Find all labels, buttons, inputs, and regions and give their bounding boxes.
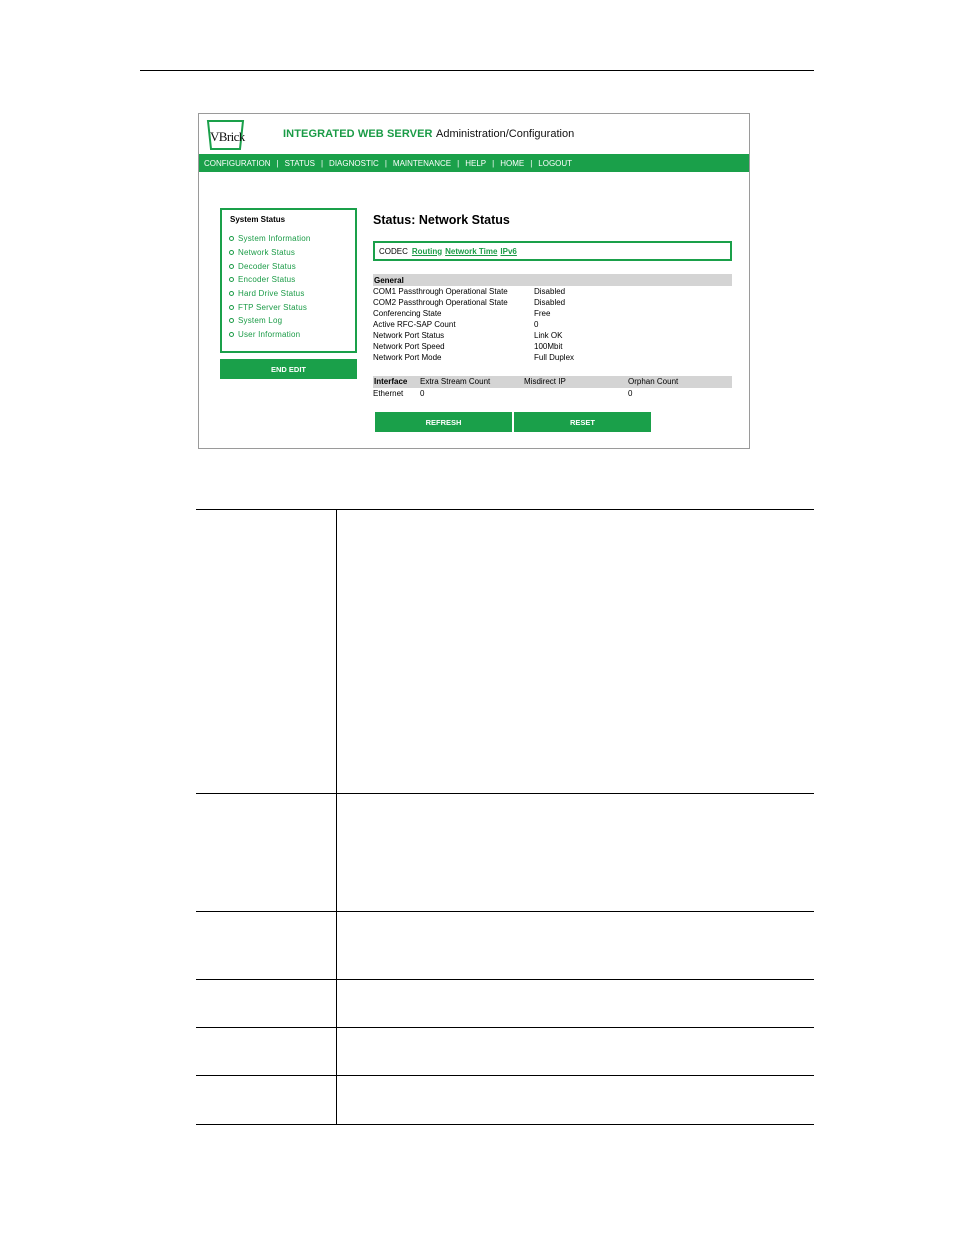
column-header-orphan-count: Orphan Count: [628, 377, 679, 386]
sidebar-list: [229, 232, 311, 342]
sidebar-item-network-status[interactable]: [229, 246, 311, 260]
interface-table-header: [373, 376, 732, 388]
sidebar-item-label: System Information: [238, 234, 311, 244]
bullet-icon: [229, 236, 234, 241]
sidebar-item-hard-drive-status[interactable]: [229, 287, 311, 301]
sidebar-item-label: User Information: [238, 330, 301, 340]
table-rule: [196, 979, 814, 980]
subnav-link-network-time[interactable]: Network Time: [445, 246, 498, 256]
sidebar-item-user-information[interactable]: [229, 328, 311, 342]
sidebar-item-decoder-status[interactable]: [229, 259, 311, 273]
sidebar-item-label: Network Status: [238, 248, 296, 258]
app-subtitle: Administration/Configuration: [436, 128, 575, 140]
reset-button[interactable]: RESET: [514, 412, 651, 432]
cell-orphan-count: 0: [628, 389, 633, 398]
sidebar-item-system-log[interactable]: [229, 314, 311, 328]
sidebar-item-system-information[interactable]: [229, 232, 311, 246]
general-section-header: General: [373, 274, 732, 286]
general-row-value: Disabled: [534, 298, 566, 307]
nav-separator: |: [320, 158, 324, 168]
table-rule: [196, 1027, 814, 1028]
sidebar-item-label: Hard Drive Status: [238, 289, 305, 299]
app-title: INTEGRATED WEB SERVER: [283, 128, 433, 140]
bullet-icon: [229, 305, 234, 310]
cell-interface: Ethernet: [373, 389, 404, 398]
nav-status[interactable]: STATUS: [284, 158, 315, 168]
subnav-link-routing[interactable]: Routing: [411, 246, 443, 256]
page-top-rule: [140, 70, 814, 71]
general-row-label: Conferencing State: [373, 309, 442, 318]
subnav-link-ipv6[interactable]: IPv6: [500, 246, 517, 256]
vbrick-logo: [205, 118, 247, 152]
general-rows: [373, 287, 732, 364]
status-subnav: [373, 241, 732, 261]
end-edit-button[interactable]: END EDIT: [220, 359, 357, 379]
sidebar-title: System Status: [230, 215, 286, 224]
general-row: [373, 331, 732, 342]
bullet-icon: [229, 277, 234, 282]
general-row-label: Active RFC-SAP Count: [373, 320, 456, 329]
column-header-misdirect-ip: Misdirect IP: [524, 377, 566, 386]
general-row-label: Network Port Mode: [373, 353, 442, 362]
table-column-divider: [336, 509, 337, 1125]
nav-separator: |: [530, 158, 533, 168]
system-status-sidebar: [220, 208, 357, 353]
column-header-interface: Interface: [374, 377, 408, 386]
general-row-label: COM2 Passthrough Operational State: [373, 298, 508, 307]
general-row-label: COM1 Passthrough Operational State: [373, 287, 508, 296]
general-row-value: Disabled: [534, 287, 566, 296]
nav-maintenance[interactable]: MAINTENANCE: [392, 158, 452, 168]
table-rule: [196, 509, 814, 510]
table-rule: [196, 911, 814, 912]
table-rule: [196, 1124, 814, 1125]
table-rule: [196, 793, 814, 794]
general-row-value: Link OK: [534, 331, 563, 340]
general-row: [373, 353, 732, 364]
general-row-value: 0: [534, 320, 539, 329]
general-row: [373, 342, 732, 353]
nav-logout[interactable]: LOGOUT: [538, 158, 573, 168]
nav-home[interactable]: HOME: [500, 158, 525, 168]
refresh-button[interactable]: REFRESH: [375, 412, 512, 432]
nav-diagnostic[interactable]: DIAGNOSTIC: [329, 158, 379, 168]
sidebar-item-label: Encoder Status: [238, 275, 296, 285]
nav-separator: |: [276, 158, 279, 168]
nav-separator: |: [384, 158, 387, 168]
sidebar-item-label: FTP Server Status: [238, 302, 308, 312]
main-nav: [199, 154, 749, 172]
nav-separator: |: [492, 158, 495, 168]
nav-separator: |: [457, 158, 460, 168]
description-table: [196, 509, 814, 1125]
general-row: [373, 298, 732, 309]
logo-text: VBrick: [210, 129, 245, 144]
bullet-icon: [229, 291, 234, 296]
bullet-icon: [229, 250, 234, 255]
page-title: Status: Network Status: [373, 213, 510, 227]
sidebar-item-ftp-server-status[interactable]: [229, 300, 311, 314]
general-row: [373, 320, 732, 331]
sidebar-item-encoder-status[interactable]: [229, 273, 311, 287]
general-row-value: Free: [534, 309, 551, 318]
general-row-label: Network Port Status: [373, 331, 445, 340]
general-row: [373, 287, 732, 298]
sidebar-item-label: System Log: [238, 316, 283, 326]
bullet-icon: [229, 264, 234, 269]
general-row-value: Full Duplex: [534, 353, 575, 362]
general-row-value: 100Mbit: [534, 342, 563, 351]
nav-configuration[interactable]: CONFIGURATION: [204, 158, 271, 168]
sidebar-item-label: Decoder Status: [238, 261, 296, 271]
table-rule: [196, 1075, 814, 1076]
table-row: [373, 388, 732, 400]
nav-help[interactable]: HELP: [465, 158, 487, 168]
column-header-extra-stream-count: Extra Stream Count: [420, 377, 491, 386]
cell-extra-stream-count: 0: [420, 389, 425, 398]
general-row: [373, 309, 732, 320]
bullet-icon: [229, 318, 234, 323]
general-row-label: Network Port Speed: [373, 342, 445, 351]
subnav-current-codec: CODEC: [379, 246, 408, 256]
bullet-icon: [229, 332, 234, 337]
web-server-screenshot: [198, 113, 750, 449]
